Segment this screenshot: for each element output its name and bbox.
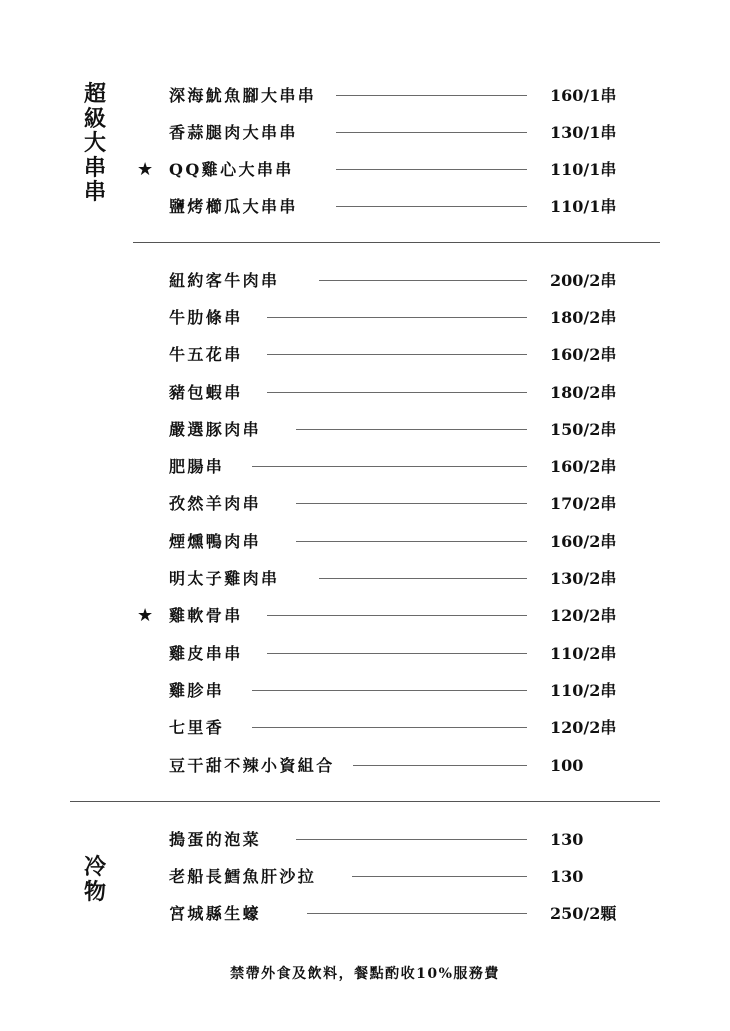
menu-item <box>0 642 730 666</box>
menu-item <box>0 455 730 479</box>
menu-item <box>0 418 730 442</box>
item-price: 160/2串 <box>550 345 617 364</box>
leader-line <box>252 727 527 728</box>
item-name: 宮城縣生蠔 <box>169 904 262 923</box>
menu-item <box>0 828 730 852</box>
item-price: 150/2串 <box>550 420 617 439</box>
item-name: 豬包蝦串 <box>169 383 243 402</box>
item-price: 130/1串 <box>550 123 617 142</box>
item-price: 130/2串 <box>550 569 617 588</box>
menu-item <box>0 679 730 703</box>
item-name: 肥腸串 <box>169 457 225 476</box>
item-price: 110/2串 <box>550 644 617 663</box>
item-price: 250/2顆 <box>550 904 617 923</box>
item-price: 180/2串 <box>550 308 617 327</box>
item-name: 牛五花串 <box>169 345 243 364</box>
leader-line <box>296 503 527 504</box>
star-icon: ★ <box>137 605 154 626</box>
leader-line <box>336 132 527 133</box>
menu-item <box>0 158 730 182</box>
item-price: 100 <box>550 756 584 775</box>
leader-line <box>307 913 527 914</box>
section-divider <box>70 801 660 802</box>
item-price: 160/1串 <box>550 86 617 105</box>
item-price: 130 <box>550 867 584 886</box>
leader-line <box>319 578 527 579</box>
item-price: 110/1串 <box>550 160 617 179</box>
item-name: 七里香 <box>169 718 225 737</box>
item-name: 雞皮串串 <box>169 644 243 663</box>
section-title-cold-dishes: 冷物 <box>83 854 106 905</box>
menu-item <box>0 902 730 926</box>
item-price: 120/2串 <box>550 718 617 737</box>
item-name: 香蒜腿肉大串串 <box>169 123 298 142</box>
menu-item <box>0 604 730 628</box>
leader-line <box>267 653 527 654</box>
leader-line <box>267 615 527 616</box>
item-price: 200/2串 <box>550 271 617 290</box>
menu-item <box>0 121 730 145</box>
leader-line <box>267 392 527 393</box>
menu-item <box>0 306 730 330</box>
item-name: 煙燻鴨肉串 <box>169 532 262 551</box>
footer-note <box>0 964 730 984</box>
item-name: 豆干甜不辣小資組合 <box>169 756 335 775</box>
menu-item <box>0 84 730 108</box>
leader-line <box>336 95 527 96</box>
leader-line <box>296 429 527 430</box>
item-price: 160/2串 <box>550 532 617 551</box>
item-name: 雞軟骨串 <box>169 606 243 625</box>
item-name: 鹽烤櫛瓜大串串 <box>169 197 298 216</box>
star-icon: ★ <box>137 159 154 180</box>
item-name: 搗蛋的泡菜 <box>169 830 262 849</box>
menu-item <box>0 492 730 516</box>
leader-line <box>252 466 527 467</box>
item-name: 雞胗串 <box>169 681 225 700</box>
leader-line <box>336 169 527 170</box>
leader-line <box>296 839 527 840</box>
leader-line <box>319 280 527 281</box>
item-name: 孜然羊肉串 <box>169 494 262 513</box>
leader-line <box>252 690 527 691</box>
menu-item <box>0 865 730 889</box>
item-name: QQ雞心大串串 <box>169 160 294 179</box>
leader-line <box>352 876 527 877</box>
item-price: 130 <box>550 830 584 849</box>
item-price: 170/2串 <box>550 494 617 513</box>
menu-item <box>0 754 730 778</box>
item-name: 老船長鱈魚肝沙拉 <box>169 867 317 886</box>
menu-item <box>0 567 730 591</box>
menu-item <box>0 195 730 219</box>
menu-item <box>0 530 730 554</box>
item-price: 120/2串 <box>550 606 617 625</box>
leader-line <box>267 317 527 318</box>
leader-line <box>353 765 527 766</box>
leader-line <box>296 541 527 542</box>
item-price: 180/2串 <box>550 383 617 402</box>
menu-item <box>0 381 730 405</box>
item-name: 深海魷魚腳大串串 <box>169 86 317 105</box>
menu-item <box>0 269 730 293</box>
footer-note-text: 禁帶外食及飲料，餐點酌收10%服務費 <box>230 966 500 982</box>
item-name: 牛肋條串 <box>169 308 243 327</box>
menu-item <box>0 343 730 367</box>
section-divider <box>133 242 660 243</box>
leader-line <box>336 206 527 207</box>
section-title-super-skewers: 超級大串串 <box>83 81 106 205</box>
leader-line <box>267 354 527 355</box>
item-name: 紐約客牛肉串 <box>169 271 280 290</box>
item-price: 110/2串 <box>550 681 617 700</box>
menu-item <box>0 716 730 740</box>
item-name: 明太子雞肉串 <box>169 569 280 588</box>
item-price: 110/1串 <box>550 197 617 216</box>
item-name: 嚴選豚肉串 <box>169 420 262 439</box>
item-price: 160/2串 <box>550 457 617 476</box>
